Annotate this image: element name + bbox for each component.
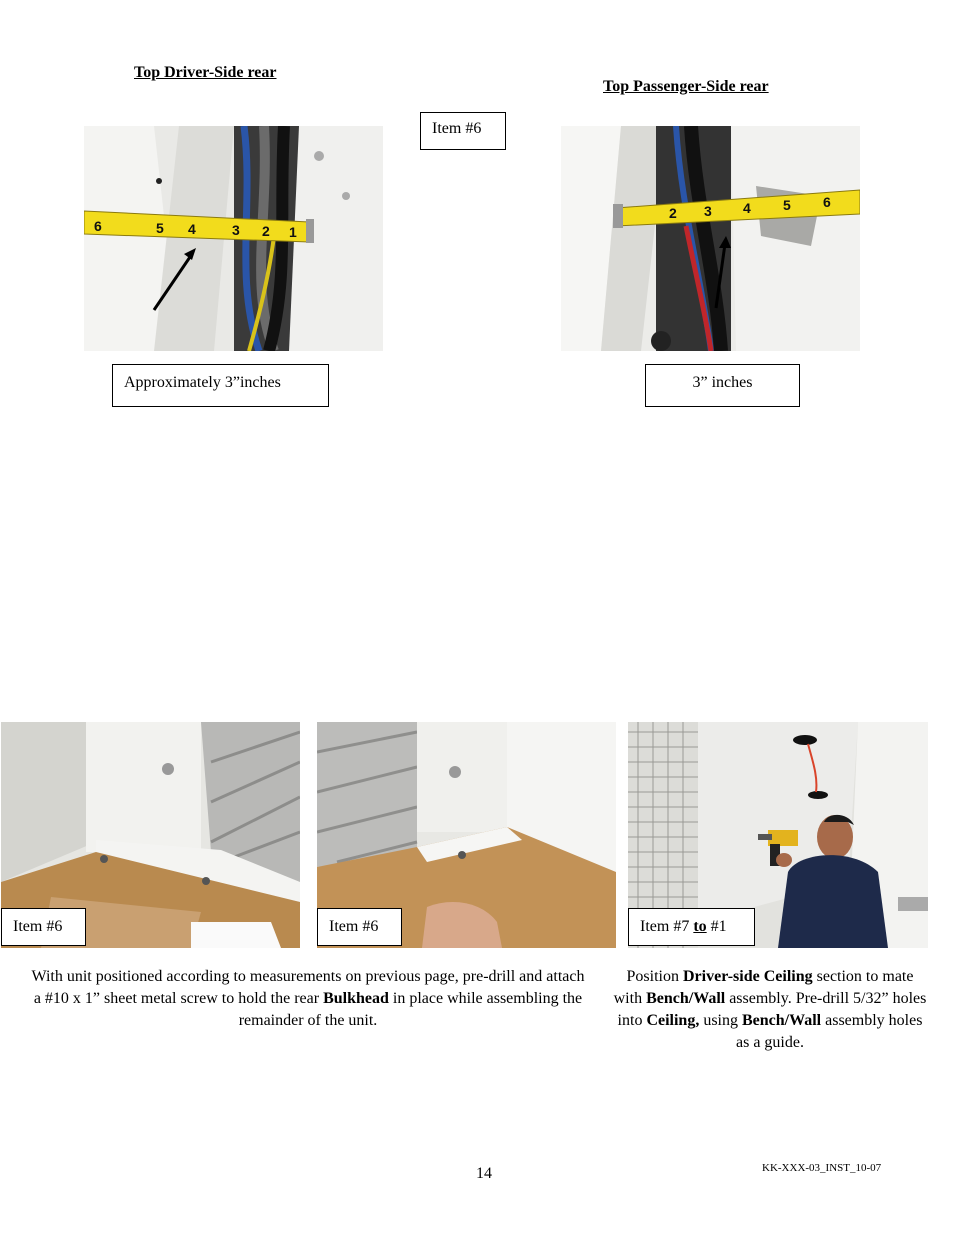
driver-side-tape-photo — [84, 126, 383, 351]
tape-num-left-1: 6 — [94, 218, 102, 234]
item-7-label-pre: Item #7 — [640, 918, 694, 935]
driver-side-callout: Approximately 3”inches — [112, 364, 329, 407]
item-7-label-post: #1 — [706, 918, 727, 935]
item-6-label-photo-2: Item #6 — [317, 908, 402, 946]
tape-num-left-6: 1 — [289, 224, 297, 240]
item-7-to-1-label — [628, 908, 755, 946]
item-6-label-photo-1: Item #6 — [1, 908, 86, 946]
tape-num-left-4: 3 — [232, 222, 240, 238]
ceiling-caption-b3: Ceiling, — [646, 1012, 700, 1029]
ceiling-caption-t4: using — [699, 1012, 742, 1029]
tape-num-right-2: 3 — [704, 203, 712, 219]
tape-num-left-5: 2 — [262, 223, 270, 239]
item-7-label-to: to — [693, 918, 707, 935]
bulkhead-caption — [28, 966, 588, 1032]
ceiling-caption — [612, 966, 928, 1054]
ceiling-caption-b2: Bench/Wall — [646, 990, 726, 1007]
tape-num-right-5: 6 — [823, 194, 831, 210]
ceiling-caption-t1: Position — [626, 968, 683, 985]
page-number: 14 — [476, 1165, 492, 1182]
bulkhead-caption-t2: in place while assembling the remainder of the unit. — [238, 990, 583, 1029]
ceiling-caption-b1: Driver-side Ceiling — [683, 968, 813, 985]
tape-num-right-4: 5 — [783, 197, 791, 213]
bulkhead-caption-b1: Bulkhead — [323, 990, 389, 1007]
ceiling-caption-t3: assembly. Pre-drill 5/32” holes into — [617, 990, 927, 1029]
tape-num-left-2: 5 — [156, 220, 164, 236]
passenger-side-heading: Top Passenger-Side rear — [603, 78, 769, 95]
ceiling-caption-t2: section to mate with — [613, 968, 914, 1007]
ceiling-caption-t5: assembly holes as a guide. — [736, 1012, 923, 1051]
tape-num-right-3: 4 — [743, 200, 751, 216]
tape-num-left-3: 4 — [188, 221, 196, 237]
item-6-label-top: Item #6 — [420, 112, 506, 150]
ceiling-caption-b4: Bench/Wall — [742, 1012, 822, 1029]
passenger-side-tape-photo — [561, 126, 860, 351]
driver-side-heading: Top Driver-Side rear — [134, 64, 277, 81]
tape-num-right-1: 2 — [669, 205, 677, 221]
document-code: KK-XXX-03_INST_10-07 — [762, 1162, 882, 1174]
passenger-side-callout: 3” inches — [645, 364, 800, 407]
bulkhead-caption-t1: With unit positioned according to measurements on previous page, pre-drill and attach a #10 x 1” sheet metal screw to hold the rear — [31, 968, 585, 1007]
